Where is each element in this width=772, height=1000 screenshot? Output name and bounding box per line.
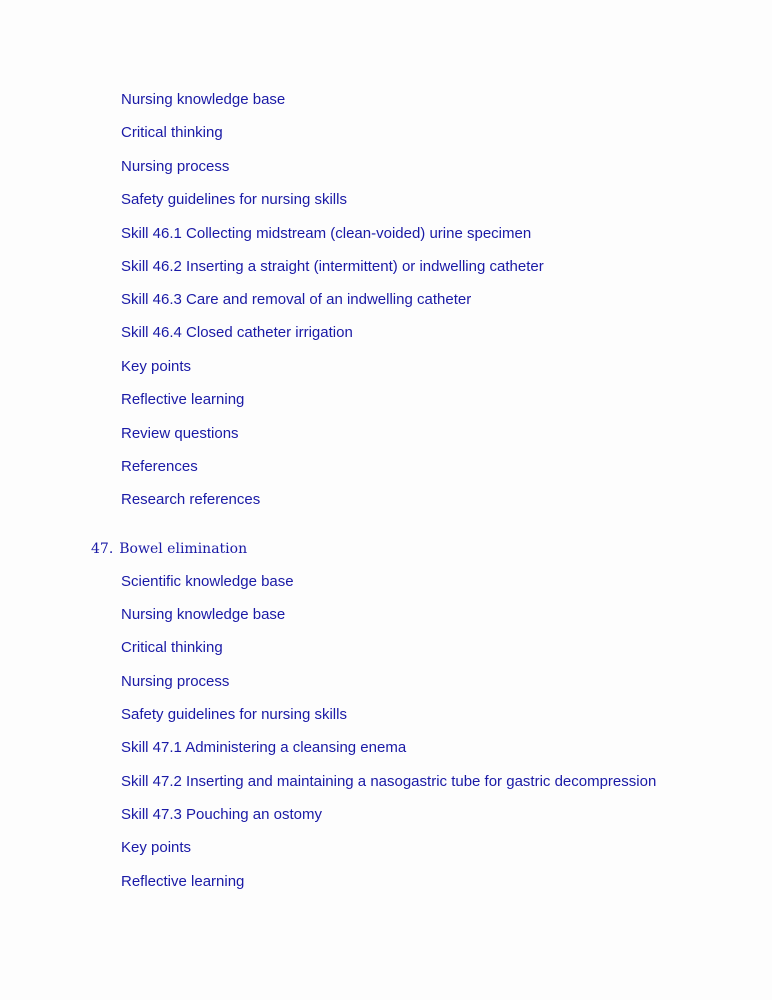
toc-entry-link[interactable]: Reflective learning [121,873,245,890]
toc-entry-link[interactable]: Skill 47.2 Inserting and maintaining a nasogastric tube for gastric decompression [121,773,657,790]
toc-entry-link[interactable]: Key points [121,358,192,375]
toc-entry-link[interactable]: Nursing process [121,673,230,690]
toc-entry-link[interactable]: Skill 47.3 Pouching an ostomy [121,806,322,823]
chapter-heading[interactable] [91,539,247,559]
toc-entry-link[interactable]: Research references [121,491,261,508]
toc-entry-link[interactable]: Critical thinking [121,639,223,656]
toc-entry-link[interactable]: Critical thinking [121,124,223,141]
toc-entry-link[interactable]: Review questions [121,425,239,442]
chapter-title: Bowel elimination [119,541,248,557]
toc-entry-link[interactable]: Nursing knowledge base [121,606,286,623]
toc-entry-link[interactable]: References [121,458,198,475]
toc-entry-link[interactable]: Skill 46.4 Closed catheter irrigation [121,324,353,341]
toc-entry-link[interactable]: Skill 46.1 Collecting midstream (clean-voided) urine specimen [121,225,532,242]
toc-entry-link[interactable]: Reflective learning [121,391,245,408]
toc-entry-link[interactable]: Safety guidelines for nursing skills [121,706,347,723]
toc-entry-link[interactable]: Safety guidelines for nursing skills [121,191,347,208]
toc-entry-link[interactable]: Skill 47.1 Administering a cleansing enema [121,739,407,756]
toc-entry-link[interactable]: Skill 46.2 Inserting a straight (intermittent) or indwelling catheter [121,258,544,275]
toc-entry-link[interactable]: Skill 46.3 Care and removal of an indwelling catheter [121,291,472,308]
toc-entry-link[interactable]: Scientific knowledge base [121,573,294,590]
toc-entry-link[interactable]: Key points [121,839,192,856]
toc-entry-link[interactable]: Nursing knowledge base [121,91,286,108]
toc-entry-link[interactable]: Nursing process [121,158,230,175]
chapter-number: 47. [91,541,114,557]
